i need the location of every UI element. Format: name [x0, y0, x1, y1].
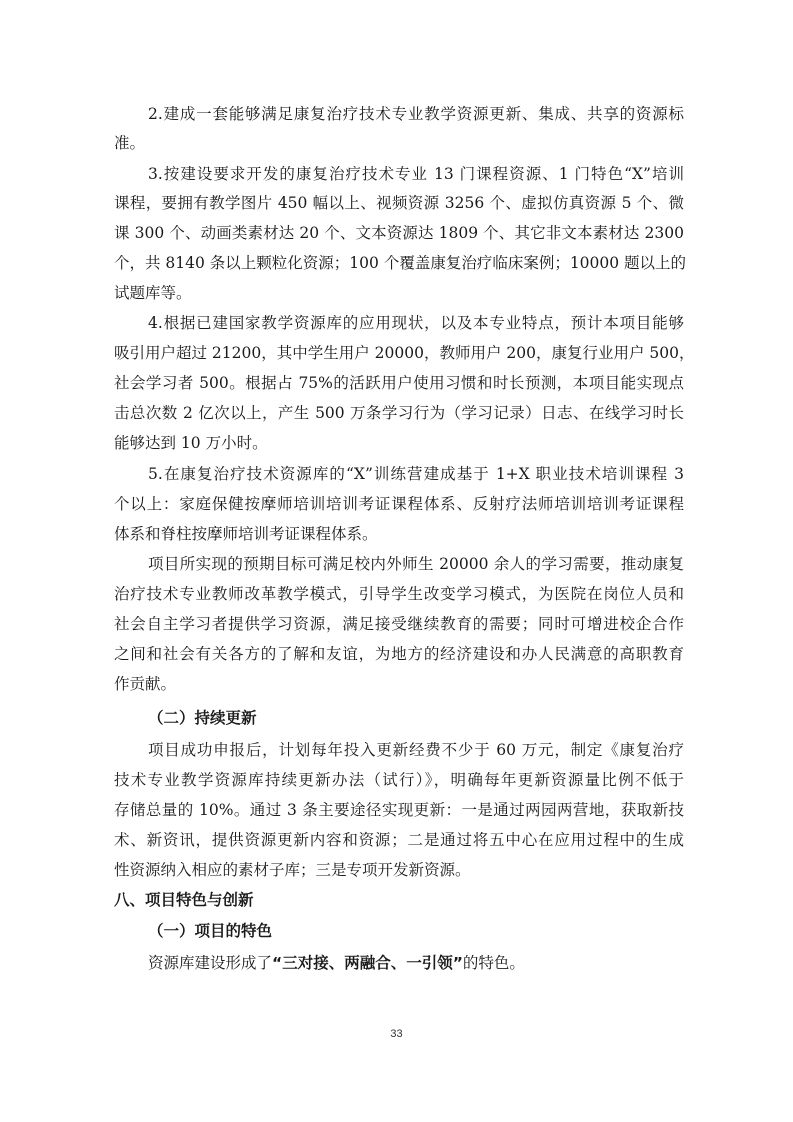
paragraph-line: 击总次数 2 亿次以上，产生 500 万条学习行为（学习记录）日志、在线学习时长 — [114, 404, 684, 422]
paragraph-line: 试题库等。 — [114, 284, 192, 302]
paragraph-line: 个，共 8140 条以上颗粒化资源；100 个覆盖康复治疗临床案例；10000 题以上的 — [114, 254, 687, 272]
paragraph-line: 4.根据已建国家教学资源库的应用现状，以及本专业特点，预计本项目能够 — [148, 314, 684, 332]
paragraph-line: 个以上：家庭保健按摩师培训培训考证课程体系、反射疗法师培训培训考证课程 — [114, 495, 684, 513]
paragraph-line: 之间和社会有关各方的了解和友谊，为地方的经济建设和办人民满意的高职教育 — [114, 645, 684, 663]
paragraph-line: 技术专业教学资源库持续更新办法（试行）》，明确每年更新资源量比例不低于 — [114, 771, 684, 789]
paragraph-line: 作贡献。 — [114, 675, 177, 693]
emphasized-text: “三对接、两融合、一引领” — [272, 954, 463, 972]
paragraph-line: 课 300 个、动画类素材达 20 个、文本资源达 1809 个、其它非文本素材达 2300 — [114, 224, 684, 242]
paragraph-line: 项目成功申报后，计划每年投入更新经费不少于 60 万元，制定《康复治疗 — [148, 741, 684, 759]
section-heading: 八、项目特色与创新 — [114, 891, 254, 909]
paragraph-line: 体系和脊柱按摩师培训考证课程体系。 — [114, 525, 378, 543]
paragraph-line: 能够达到 10 万小时。 — [114, 434, 268, 452]
subsection-heading: （一）项目的特色 — [148, 922, 273, 940]
paragraph-line: 吸引用户超过 21200，其中学生用户 20000，教师用户 200，康复行业用户 500， — [114, 344, 695, 362]
page-number: 33 — [390, 1028, 403, 1040]
paragraph-line: 性资源纳入相应的素材子库；三是专项开发新资源。 — [114, 861, 471, 879]
paragraph-text: 资源库建设形成了 — [148, 954, 273, 972]
paragraph-line — [148, 953, 684, 973]
paragraph-line: 课程，要拥有教学图片 450 幅以上、视频资源 3256 个、虚拟仿真资源 5 个、微 — [114, 194, 684, 212]
subsection-heading: （二）持续更新 — [148, 709, 257, 727]
paragraph-line: 5.在康复治疗技术资源库的“X”训练营建成基于 1+X 职业技术培训课程 3 — [148, 465, 684, 483]
paragraph-line: 3.按建设要求开发的康复治疗技术专业 13 门课程资源、1 门特色“X”培训 — [148, 165, 684, 183]
paragraph-line: 治疗技术专业教师改革教学模式，引导学生改变学习模式，为医院在岗位人员和 — [114, 585, 684, 603]
paragraph-line: 项目所实现的预期目标可满足校内外师生 20000 余人的学习需要，推动康复 — [148, 555, 684, 573]
paragraph-line: 术、新资讯，提供资源更新内容和资源；二是通过将五中心在应用过程中的生成 — [114, 831, 684, 849]
paragraph-line: 2.建成一套能够满足康复治疗技术专业教学资源更新、集成、共享的资源标 — [148, 105, 684, 123]
paragraph-text: 的特色。 — [462, 954, 525, 972]
paragraph-line: 社会自主学习者提供学习资源，满足接受继续教育的需要；同时可增进校企合作 — [114, 615, 684, 633]
paragraph-line: 准。 — [114, 134, 146, 152]
paragraph-line: 存储总量的 10%。通过 3 条主要途径实现更新：一是通过两园两营地，获取新技 — [114, 801, 684, 819]
paragraph-line: 社会学习者 500。根据占 75%的活跃用户使用习惯和时长预测，本项目能实现点 — [114, 374, 684, 392]
